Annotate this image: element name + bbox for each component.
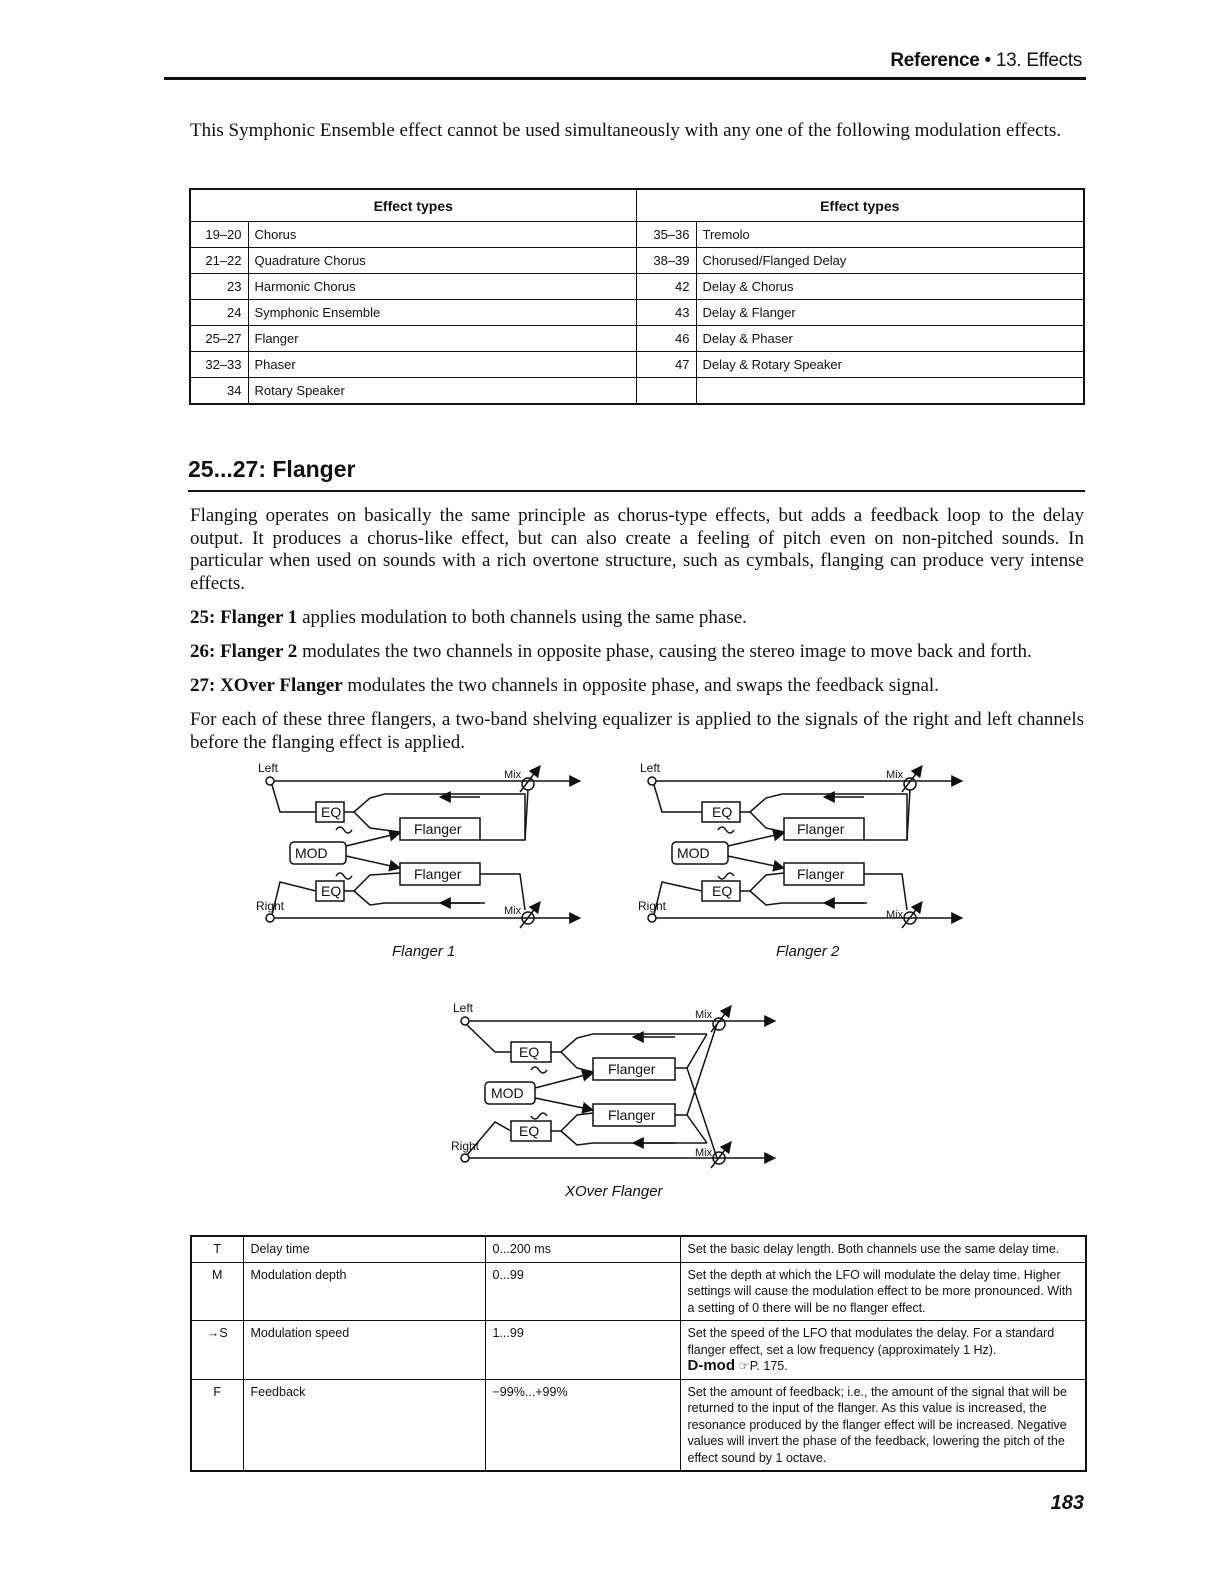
header-rule [164,77,1086,80]
effect-number [636,378,696,405]
effect-number: 24 [190,300,248,326]
param-key: →S [191,1321,243,1380]
effect-name: Phaser [248,352,636,378]
effect-number: 42 [636,274,696,300]
effect-number: 23 [190,274,248,300]
effect-number: 35–36 [636,222,696,248]
flanger1-diagram [250,760,595,940]
effect-number: 43 [636,300,696,326]
effect-number: 46 [636,326,696,352]
body-paragraph-2 [190,607,1084,630]
eq-label: EQ [519,1123,540,1139]
section-rule [188,490,1085,492]
mix-label: Mix [886,769,904,781]
param-key: T [191,1236,243,1262]
effect-number: 19–20 [190,222,248,248]
header-bullet: • [984,50,991,71]
mod-label: MOD [677,845,710,861]
flanger2-text: modulates the two channels in opposite phase, causing the stereo image to move back and forth. [297,641,1032,662]
effect-name: Chorused/Flanged Delay [696,248,1084,274]
param-description: Set the depth at which the LFO will modulate the delay time. Higher settings will cause the modulation effect to be more pronounced. With a setting of 0 there will be no flanger effect. [680,1262,1086,1321]
flanger-label: Flanger [797,866,845,882]
table-row [190,248,1084,274]
param-name: Delay time [243,1236,485,1262]
body-paragraph-5: For each of these three flangers, a two-band shelving equalizer is applied to the signals of the right and left channels before the flanging effect is applied. [190,709,1084,753]
flanger-label: Flanger [414,866,462,882]
mix-label: Mix [504,905,522,917]
xover-term: 27: XOver Flanger [190,675,343,696]
dmod-icon: D-mod [687,1357,735,1374]
effect-types-table [189,188,1085,405]
table-header-row [190,189,1084,222]
table-row [190,300,1084,326]
param-range: −99%...+99% [485,1379,680,1471]
mix-label: Mix [695,1147,713,1159]
effect-name: Chorus [248,222,636,248]
effect-number: 38–39 [636,248,696,274]
right-label: Right [451,1139,480,1153]
eq-label: EQ [321,804,342,820]
table-row [190,378,1084,405]
xover-text: modulates the two channels in opposite phase, and swaps the feedback signal. [342,675,939,696]
parameter-table [190,1235,1087,1472]
left-label: Left [453,1001,474,1015]
effect-number: 34 [190,378,248,405]
effect-number: 25–27 [190,326,248,352]
effect-name: Flanger [248,326,636,352]
param-name: Feedback [243,1379,485,1471]
table-row [191,1321,1086,1380]
param-range: 0...99 [485,1262,680,1321]
caption-flanger1: Flanger 1 [392,943,456,960]
effect-name: Rotary Speaker [248,378,636,405]
body-paragraph-3 [190,641,1084,664]
effect-name: Harmonic Chorus [248,274,636,300]
flanger-label: Flanger [608,1061,656,1077]
caption-flanger2: Flanger 2 [776,943,840,960]
param-description: Set the speed of the LFO that modulates the delay. For a standard flanger effect, set a low frequency (approximately 1 Hz). [687,1326,1055,1357]
running-header [890,50,1082,72]
flanger1-text: applies modulation to both channels using the same phase. [297,607,747,628]
page-reference: ☞P. 175. [738,1359,788,1373]
table-row [191,1262,1086,1321]
table-row [191,1236,1086,1262]
param-name: Modulation speed [243,1321,485,1380]
table-row [190,222,1084,248]
section-title: 25...27: Flanger [188,456,356,482]
left-label: Left [640,761,661,775]
flanger2-term: 26: Flanger 2 [190,641,298,662]
param-description-cell [680,1321,1086,1380]
effect-name: Tremolo [696,222,1084,248]
eq-label: EQ [519,1044,540,1060]
table-row [191,1379,1086,1471]
mix-label: Mix [886,909,904,921]
right-label: Right [638,899,667,913]
flanger-label: Flanger [414,821,462,837]
header-chapter: 13. Effects [995,50,1082,71]
param-name: Modulation depth [243,1262,485,1321]
param-description: Set the amount of feedback; i.e., the amount of the signal that will be returned to the input of the flanger. As this value is increased, the resonance produced by the flanger effect will be increased. Negative values will invert the phase of the feedback, lowering the pitch of the effect sound by 1 octave. [680,1379,1086,1471]
effect-name: Delay & Chorus [696,274,1084,300]
effect-number: 32–33 [190,352,248,378]
effect-number: 47 [636,352,696,378]
effect-name: Quadrature Chorus [248,248,636,274]
effect-name: Delay & Flanger [696,300,1084,326]
table-row [190,326,1084,352]
mix-label: Mix [504,769,522,781]
flanger-label: Flanger [608,1107,656,1123]
body-paragraph-1: Flanging operates on basically the same principle as chorus-type effects, but adds a feedback loop to the delay output. It produces a chorus-like effect, but can also create a feeling of pitch even on non-pitched sounds. In particular when used on sounds with a rich overtone structure, such as cymbals, flanging can produce very intense effects. [190,505,1084,594]
right-label: Right [256,899,285,913]
eq-label: EQ [321,883,342,899]
effect-number: 21–22 [190,248,248,274]
effect-name [696,378,1084,405]
mod-label: MOD [491,1085,524,1101]
body-paragraph-4 [190,675,1084,698]
param-range: 0...200 ms [485,1236,680,1262]
flanger1-term: 25: Flanger 1 [190,607,298,628]
mod-label: MOD [295,845,328,861]
intro-paragraph: This Symphonic Ensemble effect cannot be used simultaneously with any one of the following modulation effects. [190,120,1062,141]
effect-name: Delay & Rotary Speaker [696,352,1084,378]
flanger-label: Flanger [797,821,845,837]
param-range: 1...99 [485,1321,680,1380]
param-key: M [191,1262,243,1321]
table-header-left: Effect types [190,189,636,222]
mix-label: Mix [695,1009,713,1021]
effect-name: Delay & Phaser [696,326,1084,352]
eq-label: EQ [712,883,733,899]
table-header-right: Effect types [636,189,1084,222]
xover-flanger-diagram [445,1000,790,1180]
eq-label: EQ [712,804,733,820]
table-row [190,352,1084,378]
page-number: 183 [1050,1492,1084,1514]
header-section: Reference [890,50,980,71]
table-row [190,274,1084,300]
flanger2-diagram [632,760,977,940]
param-key: F [191,1379,243,1471]
effect-name: Symphonic Ensemble [248,300,636,326]
left-label: Left [258,761,279,775]
caption-xover-flanger: XOver Flanger [565,1183,663,1200]
param-description: Set the basic delay length. Both channels use the same delay time. [680,1236,1086,1262]
